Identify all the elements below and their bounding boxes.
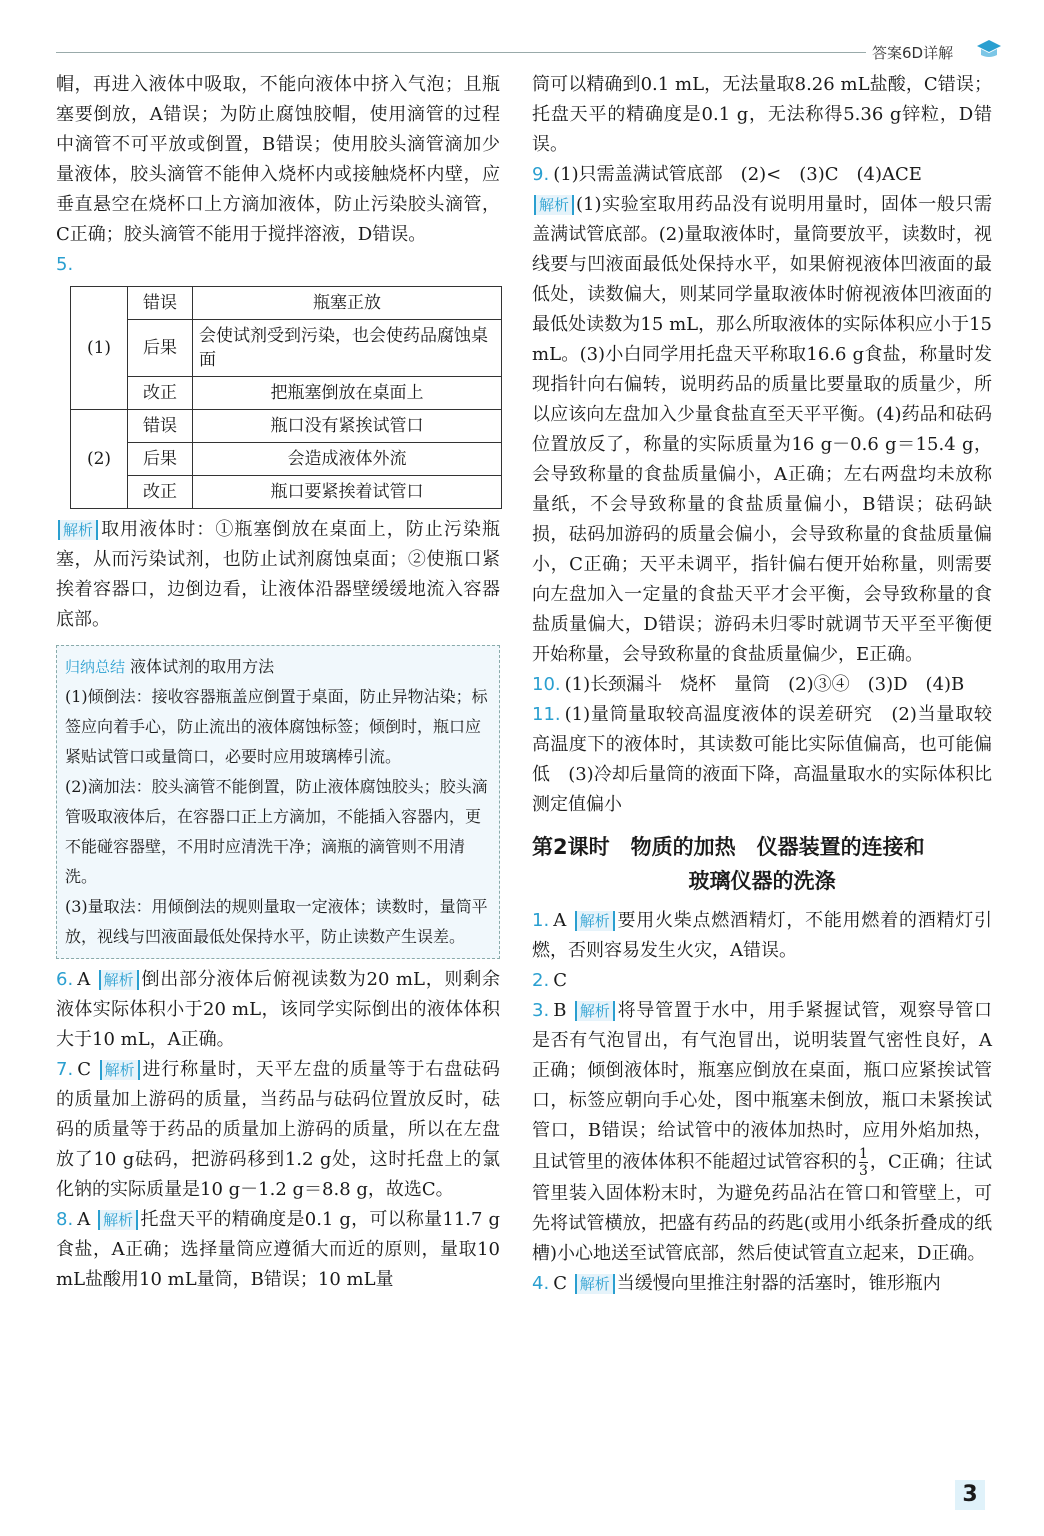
right-column bbox=[532, 70, 992, 1299]
left-column bbox=[56, 70, 500, 1295]
table-cell: 把瓶塞倒放在桌面上 bbox=[193, 377, 502, 410]
s4-answer: C bbox=[553, 1273, 567, 1294]
q10-answer: (1)长颈漏斗 烧杯 量筒 (2)③④ (3)D (4)B bbox=[564, 674, 965, 695]
table-cell: 改正 bbox=[128, 377, 193, 410]
q11-number: 11. bbox=[532, 704, 561, 725]
q5-analysis-text: 取用液体时：①瓶塞倒放在桌面上，防止污染瓶塞，从而污染试剂，也防止试剂腐蚀桌面；②使瓶口紧挨着容器口，边倒边看，让液体沿器壁缓缓地流入容器底部。 bbox=[56, 519, 500, 630]
q7-text: 进行称量时，天平左盘的质量等于右盘砝码的质量加上游码的质量，当药品与砝码位置放反时，砝码的质量等于药品的质量加上游码的质量，所以在左盘放了10 g砝码，把游码移到1.2 g处，这时托盘上的氯化钠的实际质量是10 g－1.2 g＝8.8 g，故选C。 bbox=[56, 1059, 500, 1200]
q8 bbox=[56, 1205, 500, 1295]
s4-text: 当缓慢向里推注射器的活塞时，锥形瓶内 bbox=[616, 1273, 941, 1294]
table-cell: 后果 bbox=[128, 443, 193, 476]
analysis-tag: 解析 bbox=[99, 970, 139, 990]
q9-number: 9. bbox=[532, 164, 550, 185]
analysis-tag: 解析 bbox=[575, 1001, 615, 1021]
table-cell: 改正 bbox=[128, 476, 193, 509]
table-cell: 后果 bbox=[128, 320, 193, 377]
frac-denominator: 3 bbox=[858, 1163, 868, 1179]
q4-continuation: 帽，再进入液体中吸取，不能向液体中挤入气泡；且瓶塞要倒放，A错误；为防止腐蚀胶帽，使用滴管的过程中滴管不可平放或倒置，B错误；使用胶头滴管滴加少量液体，胶头滴管不能伸入烧杯内或接触烧杯内壁，应垂直悬空在烧杯口上方滴加液体，防止污染胶头滴管，C正确；胶头滴管不能用于搅拌溶液，D错误。 bbox=[56, 74, 500, 245]
summary-item: (2)滴加法：胶头滴管不能倒置，防止液体腐蚀胶头；胶头滴管吸取液体后，在容器口正上方滴加，不能插入容器内，更不能碰容器壁，不用时应清洗干净；滴瓶的滴管则不用清洗。 bbox=[65, 777, 488, 886]
s4-number: 4. bbox=[532, 1273, 550, 1294]
q8-text: 托盘天平的精确度是0.1 g，可以称量11.7 g食盐，A正确；选择量筒应遵循大而近的原则，量取10 mL盐酸用10 mL量筒，B错误；10 mL量 bbox=[56, 1209, 500, 1290]
q9 bbox=[532, 160, 992, 670]
s4 bbox=[532, 1269, 992, 1299]
q8-answer: A bbox=[77, 1209, 91, 1230]
table-cell: 错误 bbox=[128, 410, 193, 443]
s2-answer: C bbox=[553, 970, 567, 991]
header-label: 答案6D详解 bbox=[872, 44, 954, 62]
table-cell: 瓶口没有紧挨试管口 bbox=[193, 410, 502, 443]
section-title-line-1: 第2课时 物质的加热 仪器装置的连接和 bbox=[532, 835, 925, 859]
q5-block bbox=[56, 250, 500, 635]
s3-text-a: 将导管置于水中，用手紧握试管，观察导管口是否有气泡冒出，有气泡冒出，说明装置气密性良好，A正确；倾倒液体时，瓶塞应倒放在桌面，瓶口应紧挨试管口，标签应朝向手心处，图中瓶塞未倒放，瓶口未紧挨试管口，B错误；给试管中的液体加热时，应用外焰加热，且试管里的液体体积不能超过试管容积的 bbox=[532, 1000, 992, 1173]
summary-item: (3)量取法：用倾倒法的规则量取一定液体；读数时，量筒平放，视线与凹液面最低处保持水平，防止读数产生误差。 bbox=[65, 897, 488, 946]
q6-answer: A bbox=[77, 969, 91, 990]
s1-answer: A bbox=[553, 910, 567, 931]
s3 bbox=[532, 996, 992, 1269]
q9-answer: (1)只需盖满试管底部 (2)< (3)C (4)ACE bbox=[553, 164, 922, 185]
q10-number: 10. bbox=[532, 674, 561, 695]
s2 bbox=[532, 966, 992, 996]
analysis-tag: 解析 bbox=[100, 1060, 140, 1080]
book-logo-icon bbox=[975, 38, 1003, 60]
q11 bbox=[532, 700, 992, 820]
q5-analysis bbox=[56, 515, 500, 635]
table-cell: 瓶塞正放 bbox=[193, 287, 502, 320]
q7-number: 7. bbox=[56, 1059, 74, 1080]
section-title-line-2: 玻璃仪器的洗涤 bbox=[688, 869, 836, 893]
s1-number: 1. bbox=[532, 910, 550, 931]
table-cell: 瓶口要紧挨着试管口 bbox=[193, 476, 502, 509]
q5-table bbox=[70, 286, 502, 509]
group-2-label: (2) bbox=[71, 410, 128, 509]
q6 bbox=[56, 965, 500, 1055]
analysis-tag: 解析 bbox=[98, 1210, 138, 1230]
table-cell: 会造成液体外流 bbox=[193, 443, 502, 476]
summary-item: (1)倾倒法：接收容器瓶盖应倒置于桌面，防止异物沾染；标签应向着手心，防止流出的液体腐蚀标签；倾倒时，瓶口应紧贴试管口或量筒口，必要时应用玻璃棒引流。 bbox=[65, 687, 488, 766]
page-number: 3 bbox=[955, 1480, 985, 1510]
q10 bbox=[532, 670, 992, 700]
analysis-tag: 解析 bbox=[575, 911, 615, 931]
s3-text-b: ，C正确；往试管里装入固体粉末时，为避免药品沾在管口和管壁上，可先将试管横放，把盛有药品的药匙(或用小纸条折叠成的纸槽)小心地送至试管底部，然后使试管直立起来，D正确。 bbox=[532, 1151, 992, 1264]
table-cell: 会使试剂受到污染，也会使药品腐蚀桌面 bbox=[193, 320, 502, 377]
q8-continuation: 筒可以精确到0.1 mL，无法量取8.26 mL盐酸，C错误；托盘天平的精确度是0.1 g，无法称得5.36 g锌粒，D错误。 bbox=[532, 74, 992, 155]
summary-heading: 液体试剂的取用方法 bbox=[130, 657, 275, 676]
header-rule bbox=[56, 52, 866, 53]
q11-answer: (1)量筒量取较高温度液体的误差研究 (2)当量取较高温度下的液体时，其读数可能比实际值偏高，也可能偏低 (3)冷却后量筒的液面下降，高温量取水的实际体积比测定值偏小 bbox=[532, 704, 992, 815]
table-cell: 错误 bbox=[128, 287, 193, 320]
frac-numerator: 1 bbox=[858, 1146, 868, 1162]
q6-number: 6. bbox=[56, 969, 74, 990]
summary-title: 归纳总结 bbox=[65, 658, 126, 676]
s1-text: 要用火柴点燃酒精灯，不能用燃着的酒精灯引燃，否则容易发生火灾，A错误。 bbox=[532, 910, 992, 961]
analysis-tag: 解析 bbox=[534, 195, 574, 215]
fraction-one-third bbox=[859, 1146, 868, 1179]
q7-answer: C bbox=[77, 1059, 91, 1080]
group-1-label: (1) bbox=[71, 287, 128, 410]
q8-number: 8. bbox=[56, 1209, 74, 1230]
section-heading bbox=[532, 830, 992, 898]
s3-number: 3. bbox=[532, 1000, 550, 1021]
analysis-tag: 解析 bbox=[575, 1274, 615, 1294]
q7 bbox=[56, 1055, 500, 1205]
s3-answer: B bbox=[553, 1000, 567, 1021]
analysis-tag: 解析 bbox=[58, 520, 98, 540]
q6-text: 倒出部分液体后俯视读数为20 mL，则剩余液体实际体积小于20 mL，该同学实际倒出的液体体积大于10 mL，A正确。 bbox=[56, 969, 500, 1050]
s1 bbox=[532, 906, 992, 966]
q5-number: 5. bbox=[56, 254, 74, 275]
s2-number: 2. bbox=[532, 970, 550, 991]
q9-text: (1)实验室取用药品没有说明用量时，固体一般只需盖满试管底部。(2)量取液体时，量筒要放平，读数时，视线要与凹液面最低处保持水平，如果俯视液体凹液面的最低处，读数偏大，则某同学量取液体时俯视液体凹液面的最低处读数为15 mL，那么所取液体的实际体积应小于15 mL。(3)小白同学用托盘天平称取16.6 g食盐，称量时发现指针向右偏转，说明药品的质量比要量取的质量少，所以应该向左盘加入少量食盐直至天平平衡。(4)药品和砝码位置放反了，称量的实际质量为16 g－0.6 g＝15.4 g，会导致称量的食盐质量偏小，A正确；左右两盘均未放称量纸，不会导致称量的食盐质量偏小，B错误；砝码缺损，砝码加游码的质量会偏小，会导致称量的食盐质量偏小，C正确；天平未调平，指针偏右便开始称量，则需要向左盘加入一定量的食盐天平才会平衡，会导致称量的食盐质量偏大，D错误；游码未归零时就调节天平至平衡便开始称量，会导致称量的食盐质量偏少，E正确。 bbox=[532, 194, 992, 665]
summary-box bbox=[56, 645, 500, 959]
